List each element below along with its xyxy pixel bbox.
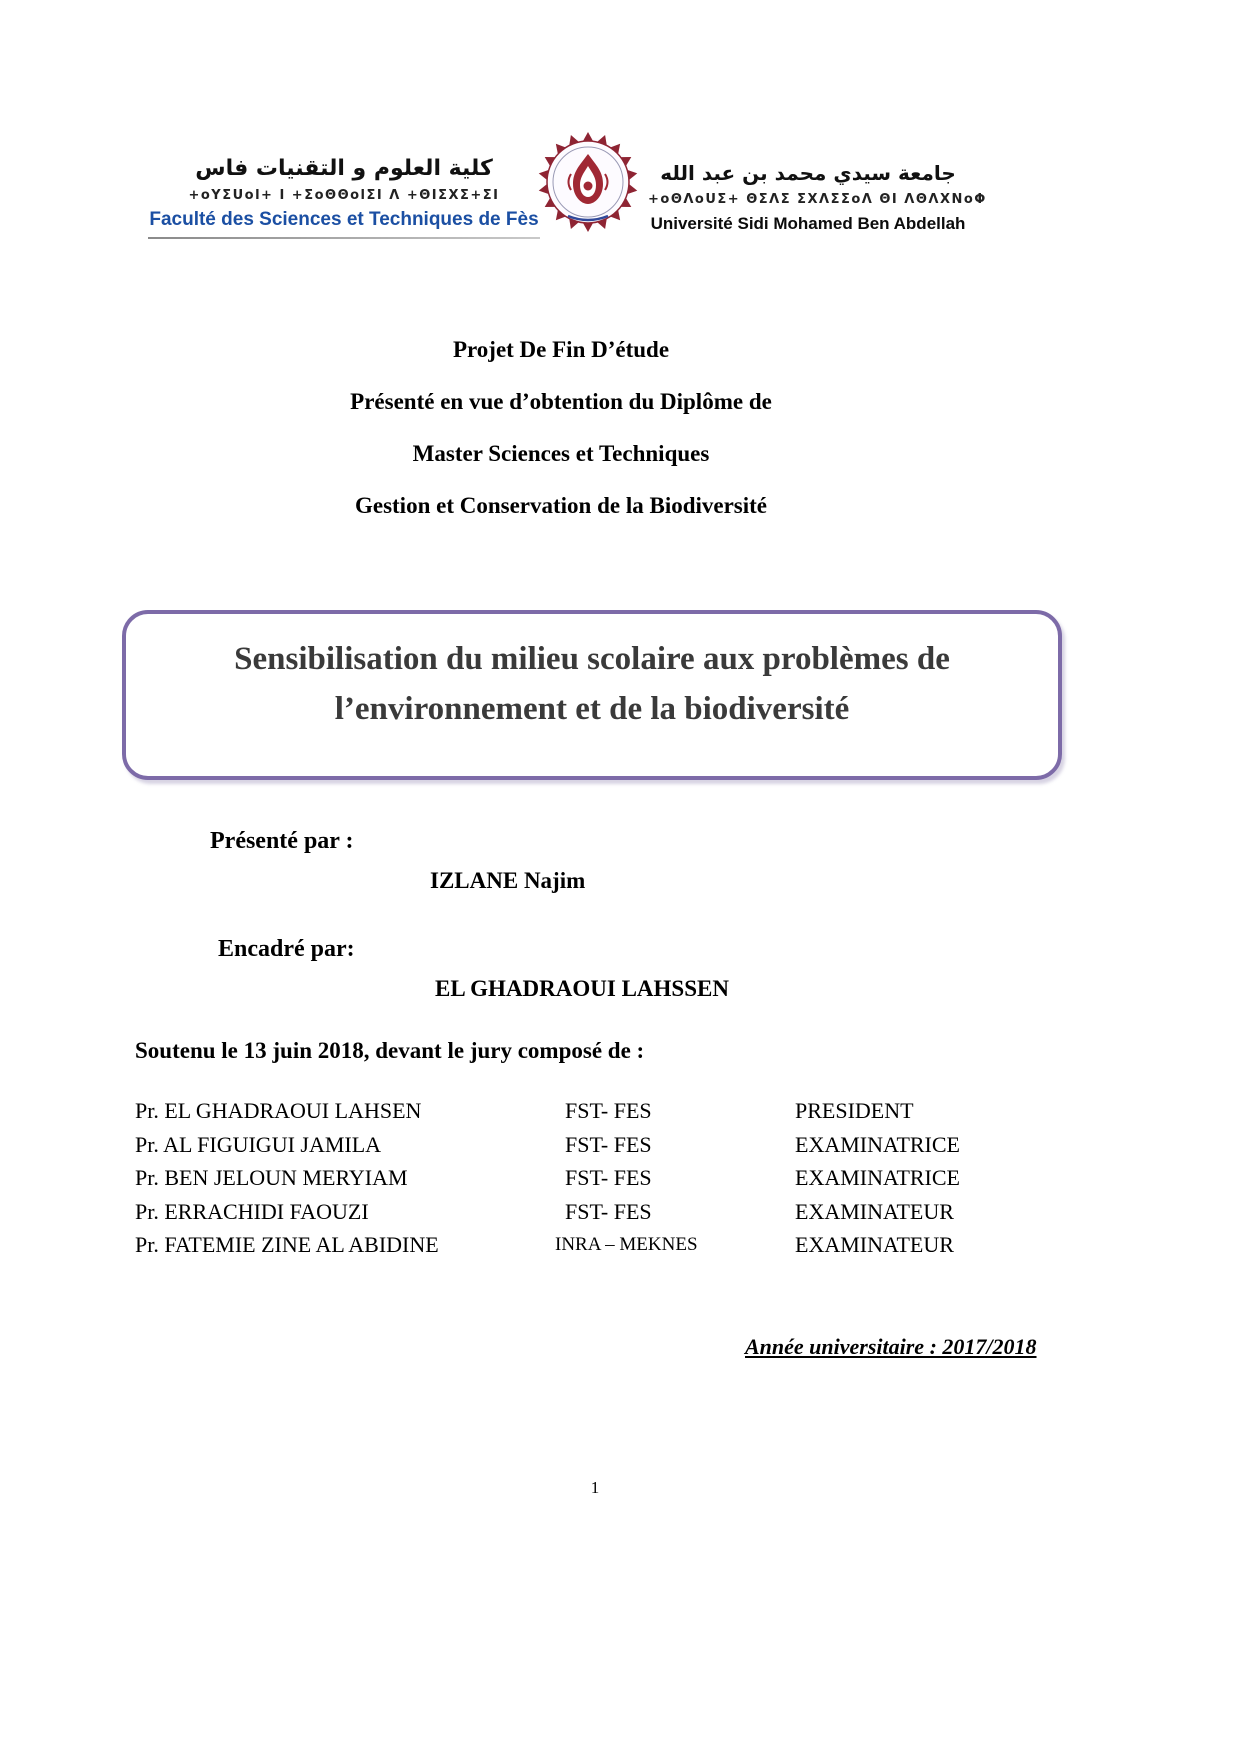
defense-intro-line: Soutenu le 13 juin 2018, devant le jury composé de :	[135, 1038, 645, 1063]
intro-line-degree: Master Sciences et Techniques	[412, 441, 710, 466]
jury-member-affiliation: INRA – MEKNES	[555, 1234, 698, 1255]
intro-line-purpose: Présenté en vue d’obtention du Diplôme de	[350, 389, 772, 414]
thesis-title-box	[122, 610, 1062, 780]
document-intro	[0, 324, 1122, 532]
jury-member-name: Pr. EL GHADRAOUI LAHSEN	[135, 1098, 422, 1123]
jury-member-name: Pr. FATEMIE ZINE AL ABIDINE	[135, 1232, 439, 1257]
fst-logo	[148, 154, 540, 239]
jury-member-name: Pr. ERRACHIDI FAOUZI	[135, 1198, 369, 1224]
jury-member-affiliation: FST- FES	[565, 1098, 652, 1123]
usmba-logo	[648, 158, 987, 235]
jury-row	[135, 1195, 1065, 1229]
fst-french-name: Faculté des Sciences et Techniques de Fès	[149, 209, 539, 230]
jury-member-affiliation: FST- FES	[565, 1131, 652, 1157]
university-seal-icon	[538, 124, 638, 246]
jury-member-role: EXAMINATRICE	[795, 1165, 960, 1190]
jury-member-affiliation: FST- FES	[565, 1165, 652, 1190]
jury-table	[135, 1094, 1065, 1262]
supervisor-name: EL GHADRAOUI LAHSSEN	[435, 976, 729, 1001]
jury-member-role: PRESIDENT	[795, 1098, 914, 1123]
academic-year-label: Année universitaire : 2017/2018	[745, 1334, 1037, 1359]
presented-by-label: Présenté par :	[210, 828, 354, 854]
jury-member-role: EXAMINATEUR	[795, 1232, 954, 1257]
jury-member-affiliation: FST- FES	[565, 1198, 652, 1224]
usmba-tifinagh-name: +oΘΛoUΣ+ ΘΣΛΣ ΣΧΛΣΣoΛ ΘΙ ΛΘΛΧΝoΦ	[648, 192, 987, 207]
intro-line-speciality: Gestion et Conservation de la Biodiversité	[354, 493, 768, 518]
jury-row	[135, 1228, 1065, 1262]
usmba-french-name: Université Sidi Mohamed Ben Abdellah	[650, 214, 966, 233]
intro-line-project: Projet De Fin D’étude	[452, 337, 670, 362]
jury-member-name: Pr. BEN JELOUN MERYIAM	[135, 1165, 408, 1190]
jury-member-role: EXAMINATEUR	[795, 1198, 954, 1224]
fst-logo-underline	[148, 237, 540, 239]
thesis-title-line-2: l’environnement et de la biodiversité	[334, 691, 850, 727]
jury-row	[135, 1128, 1065, 1162]
usmba-arabic-name: جامعة سيدي محمد بن عبد الله	[660, 161, 956, 185]
jury-row	[135, 1161, 1065, 1195]
supervised-by-label: Encadré par:	[218, 936, 355, 962]
thesis-title-line-1: Sensibilisation du milieu scolaire aux problèmes de	[234, 641, 950, 677]
fst-arabic-name: كلية العلوم و التقنيات فاس	[195, 156, 493, 181]
jury-row	[135, 1094, 1065, 1128]
jury-member-name: Pr. AL FIGUIGUI JAMILA	[135, 1131, 382, 1157]
page-number: 1	[590, 1478, 600, 1497]
jury-member-role: EXAMINATRICE	[795, 1131, 960, 1157]
fst-tifinagh-name: +oYΣUol+ I +ΣoΘΘolΣI Λ +ΘIΣΧΣ+ΣI	[188, 188, 500, 203]
author-name: IZLANE Najim	[430, 868, 586, 893]
